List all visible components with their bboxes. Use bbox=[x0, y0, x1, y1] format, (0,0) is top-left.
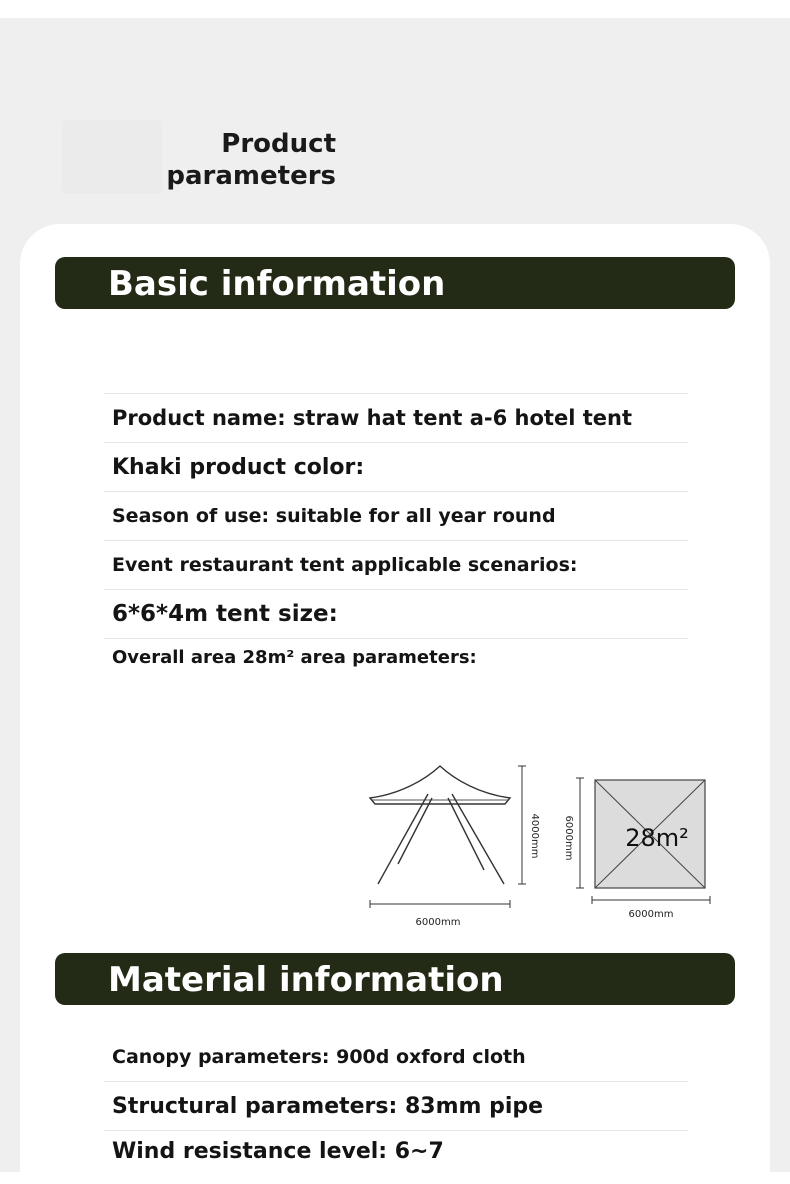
tent-leg-left-inner bbox=[398, 798, 432, 864]
top-width-label: 6000mm bbox=[628, 909, 674, 920]
spec-row-season: Season of use: suitable for all year round bbox=[104, 491, 688, 540]
area-label: 28m² bbox=[625, 824, 689, 852]
tent-leg-left-outer bbox=[378, 794, 428, 884]
material-row-wind: Wind resistance level: 6~7 bbox=[104, 1130, 688, 1172]
material-row-canopy: Canopy parameters: 900d oxford cloth bbox=[112, 1045, 526, 1068]
tent-dimension-diagram bbox=[360, 760, 720, 940]
basic-information-header: Basic information bbox=[55, 257, 735, 309]
page-title: Product parameters bbox=[166, 129, 336, 191]
material-row-structure: Structural parameters: 83mm pipe bbox=[104, 1081, 688, 1130]
brand-logo-placeholder bbox=[62, 120, 162, 194]
side-width-label: 6000mm bbox=[415, 917, 461, 928]
tent-leg-right-outer bbox=[452, 794, 504, 884]
spec-row-tent-size: 6*6*4m tent size: bbox=[104, 589, 688, 638]
spec-row-scenarios: Event restaurant tent applicable scenarios: bbox=[104, 540, 688, 589]
height-label: 4000mm bbox=[529, 813, 540, 859]
top-depth-label: 6000mm bbox=[563, 815, 574, 861]
spec-row-color: Khaki product color: bbox=[104, 442, 688, 491]
material-information-header: Material information bbox=[55, 953, 735, 1005]
spec-row-area: Overall area 28m² area parameters: bbox=[104, 638, 688, 687]
spec-row-product-name: Product name: straw hat tent a-6 hotel tent bbox=[104, 393, 688, 442]
tent-canopy-shape bbox=[370, 766, 510, 804]
tent-leg-right-inner bbox=[448, 798, 484, 870]
